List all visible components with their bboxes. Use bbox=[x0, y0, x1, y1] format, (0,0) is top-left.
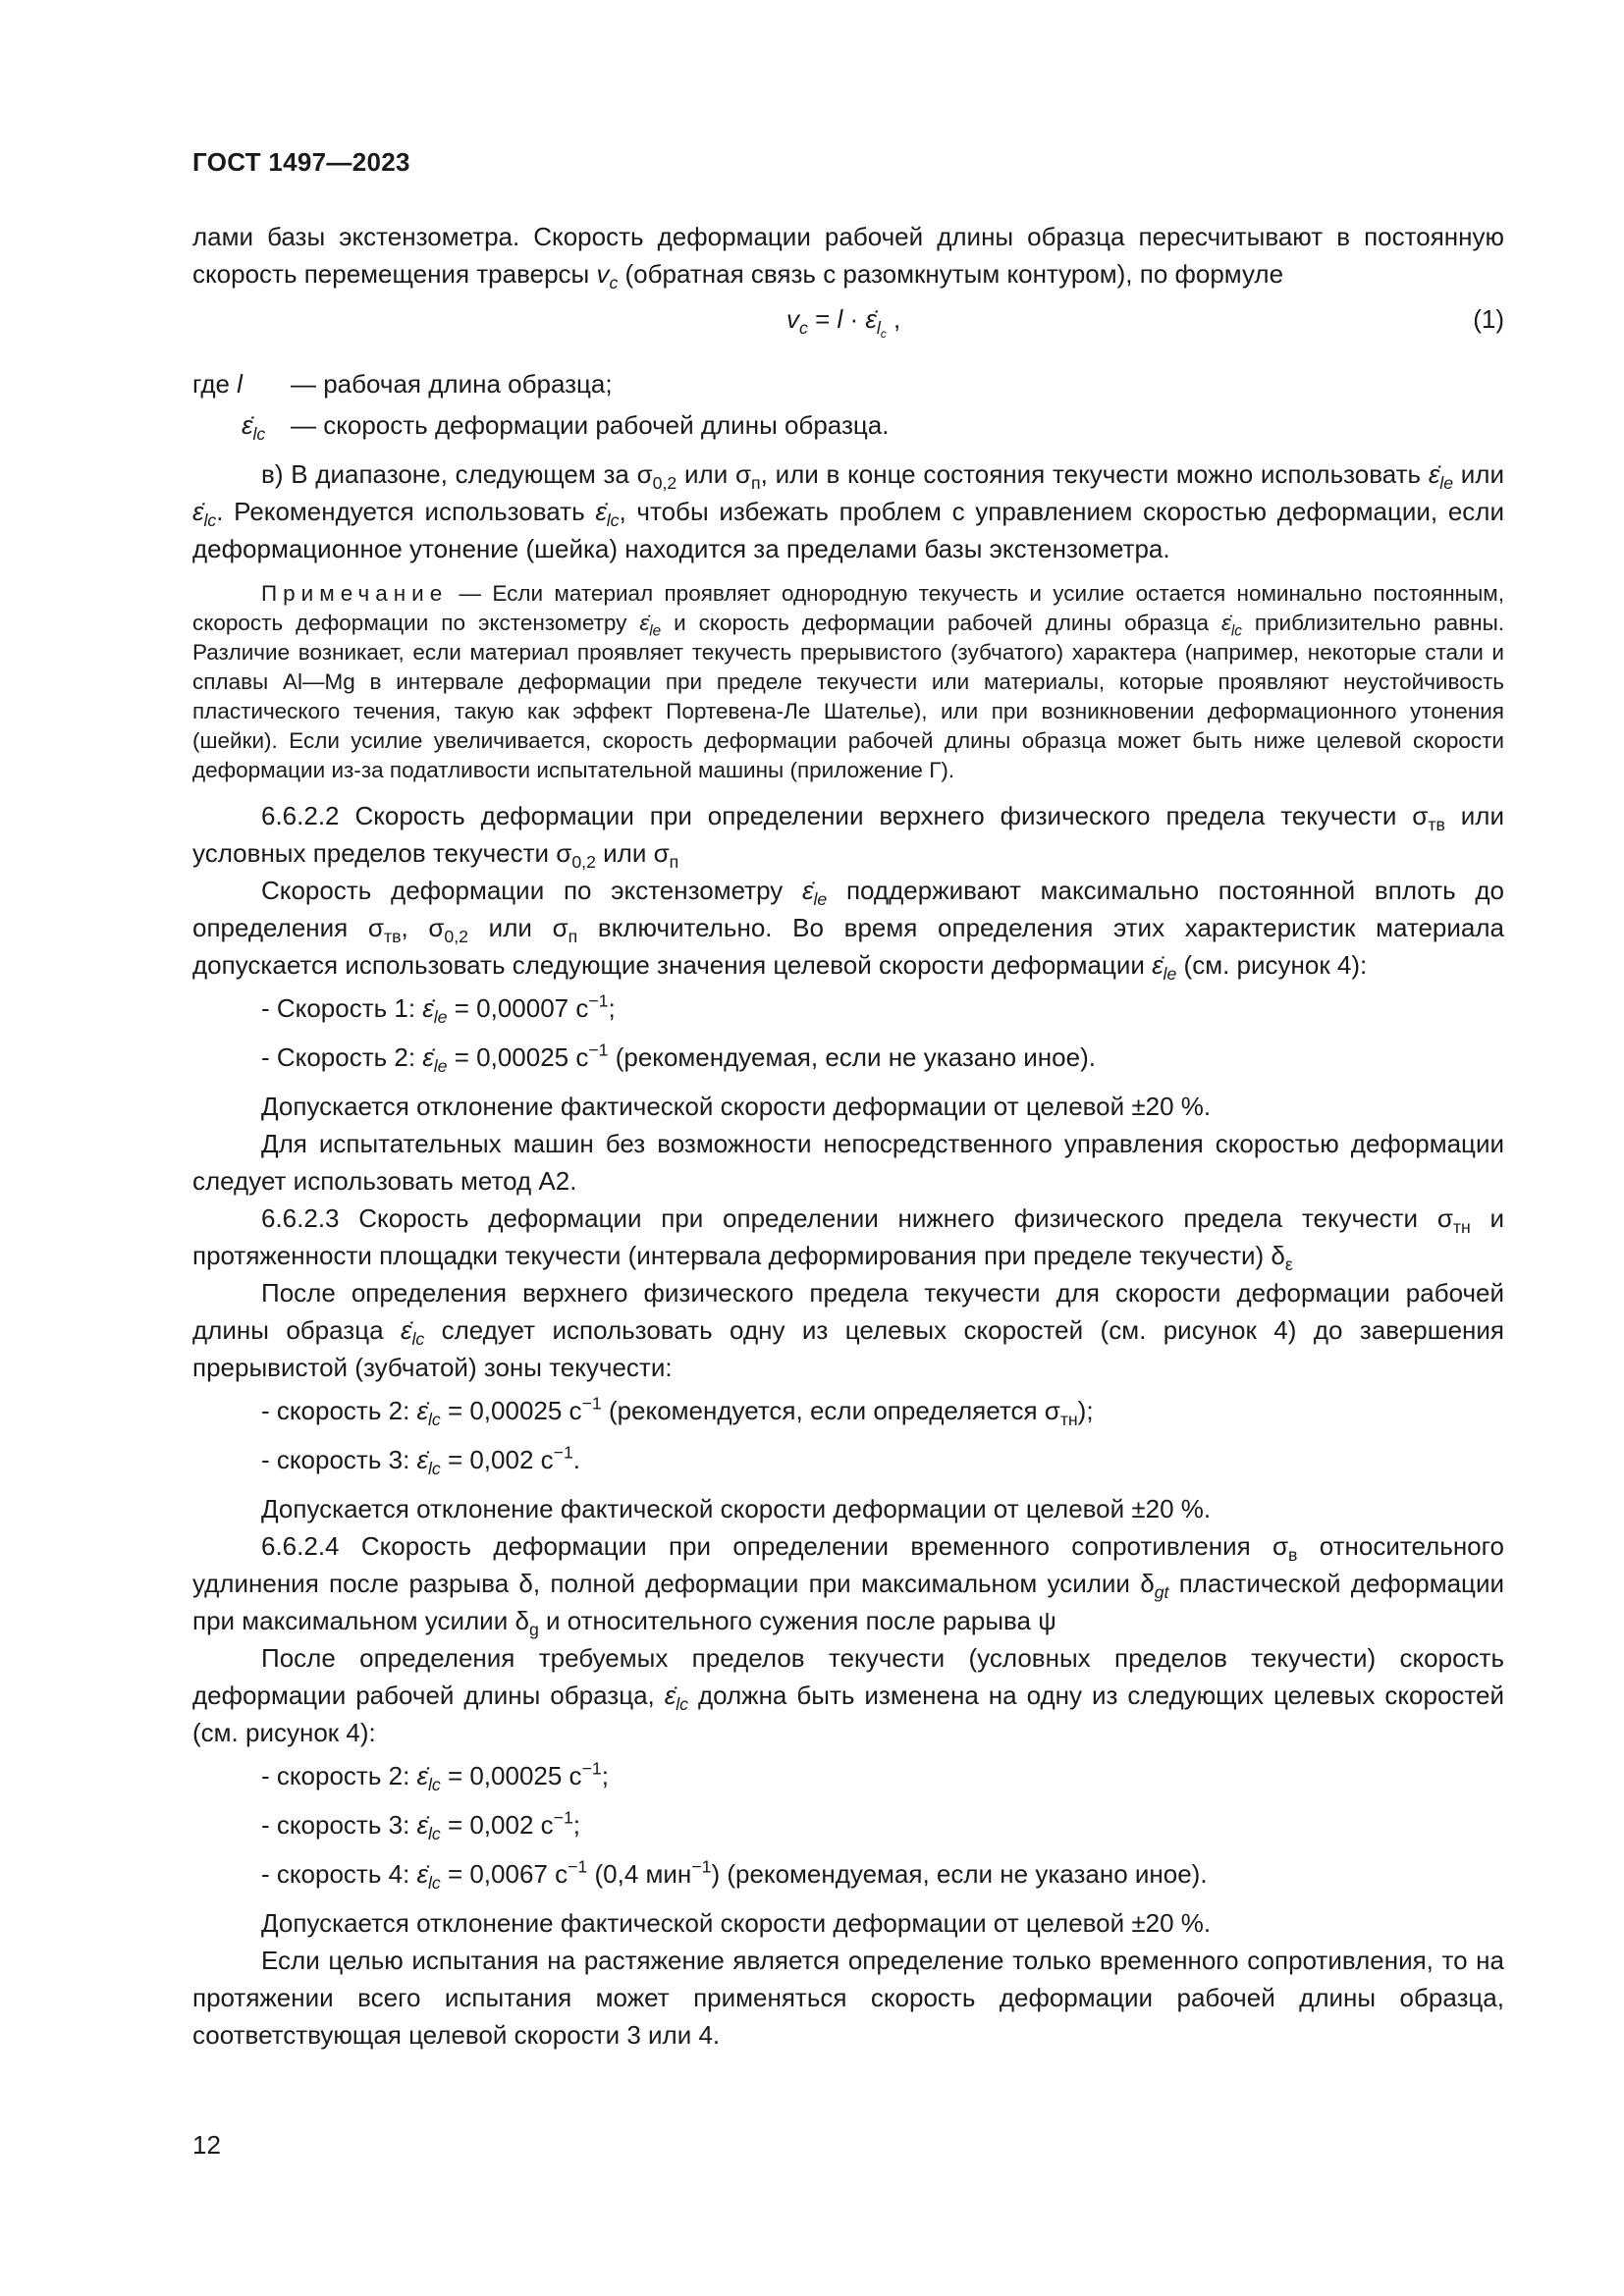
paragraph-continuation: лами базы экстензометра. Скорость деформации рабочей длины образца пересчитывают в постоянную скорость перемещения траверсы $v_c$ (обратная связь с разомкнутым контуром), по формуле bbox=[192, 222, 1504, 294]
document-header: ГОСТ 1497—2023 bbox=[192, 147, 410, 177]
list-item: - скорость 3: $\varepsiloṅ_{lc} = 0,002$ $с^{-1}$; bbox=[261, 1807, 581, 1844]
where-line-eps: $\varepsiloṅ_{lc}$ — скорость деформации рабочей длины образца. bbox=[242, 410, 890, 445]
paragraph-deviation: Допускается отклонение фактической скорости деформации от целевой ±20 %. bbox=[261, 1908, 1212, 1938]
section-6-6-2-4: 6.6.2.4 Скорость деформации при определении временного сопротивления $\sigma_в$ относительного удлинения после разрыва δ, полной деформации при максимальном усилии $\delta_{gt}$ пластической деформации при максимальном усилии $\delta_g$ и относительного сужения после рарыва ψ bbox=[192, 1531, 1505, 1640]
formula-1 bbox=[192, 293, 1504, 355]
formula-expression: $v_c = l$ · $\varepsiloṅ_{l_c}$ , bbox=[786, 304, 901, 342]
paragraph-machines: Для испытательных машин без возможности непосредственного управления скоростью деформации следует использовать метод А2. bbox=[192, 1129, 1504, 1196]
list-item: - скорость 2: $\varepsiloṅ_{lc} = 0,00025$ $с^{-1}$; bbox=[261, 1758, 609, 1795]
paragraph-deviation: Допускается отклонение фактической скорости деформации от целевой ±20 %. bbox=[261, 1092, 1212, 1121]
list-item: - Скорость 2: $\varepsiloṅ_{le} = 0,00025$ $с^{-1}$ (рекомендуемая, если не указано иное). bbox=[261, 1040, 1096, 1077]
list-item: - скорость 3: $\varepsiloṅ_{lc} = 0,002$ $с^{-1}$. bbox=[261, 1442, 581, 1479]
paragraph-final: Если целью испытания на растяжение является определение только временного сопротивления, то на протяжении всего испытания может применяться скорость деформации рабочей длины образца, соответствующая целевой скорости 3 или 4. bbox=[192, 1946, 1504, 2050]
list-item: - Скорость 1: $\varepsiloṅ_{le} = 0,00007$ $с^{-1}$; bbox=[261, 990, 616, 1028]
page-number: 12 bbox=[192, 2130, 221, 2160]
section-6-6-2-2: 6.6.2.2 Скорость деформации при определении верхнего физического предела текучести $\sigma_{тв}$ или условных пределов текучести $\sigma_{0,2}$ или $\sigma_п$ bbox=[192, 801, 1504, 873]
list-item: - скорость 4: $\varepsiloṅ_{lc} = 0,0067$ $с^{-1}$ (0,4 мин$^{-1}$) (рекомендуемая, если не указано иное). bbox=[261, 1856, 1208, 1894]
note: Примечание — Если материал проявляет однородную текучесть и усилие остается номинально постоянным, скорость деформации по экстензометру $\varepsiloṅ_{le}$ и скорость деформации рабочей длины образца $\varepsiloṅ_{lc}$ приблизительно равны. Различие возникает, если материал проявляет текучесть прерывистого (зубчатого) характера (например, некоторые стали и сплавы Al—Mg в интервале деформации при пределе текучести или материалы, которые проявляют неустойчивость пластического течения, такую как эффект Портевена-Ле Шателье), или при возникновении деформационного утонения (шейки). Если усилие увеличивается, скорость деформации рабочей длины образца может быть ниже целевой скорости деформации из-за податливости испытательной машины (приложение Г). bbox=[192, 581, 1504, 782]
paragraph-deviation: Допускается отклонение фактической скорости деформации от целевой ±20 %. bbox=[261, 1494, 1212, 1523]
section-6-6-2-3: 6.6.2.3 Скорость деформации при определении нижнего физического предела текучести $\sigma_{тн}$ и протяженности площадки текучести (интервала деформирования при пределе текучести) $\delta_\varepsilon$ bbox=[192, 1203, 1505, 1275]
paragraph-v: в) В диапазоне, следующем за $\sigma_{0,2}$ или $\sigma_п$, или в конце состояния текучести можно использовать $\varepsiloṅ_{le}$ или $\varepsiloṅ_{lc}$. Рекомендуется использовать $\varepsiloṅ_{lc}$, чтобы избежать проблем с управлением скоростью деформации, если деформационное утонение (шейка) находится за пределами базы экстензометра. bbox=[192, 459, 1504, 563]
list-item: - скорость 2: $\varepsiloṅ_{lc} = 0,00025$ $с^{-1}$ (рекомендуется, если определяется $\sigma_{тн}$); bbox=[261, 1393, 1094, 1430]
paragraph-after-yield: После определения требуемых пределов текучести (условных пределов текучести) скорость деформации рабочей длины образца, $\varepsiloṅ_{lc}$ должна быть изменена на одну из следующих целевых скоростей (см. рисунок 4): bbox=[192, 1643, 1504, 1747]
where-line-l: где l — рабочая длина образца; bbox=[192, 369, 613, 399]
paragraph-extensometer: Скорость деформации по экстензометру $\varepsiloṅ_{le}$ поддерживают максимально постоянной вплоть до определения $\sigma_{тв}$, $\sigma_{0,2}$ или $\sigma_п$ включительно. Во время определения этих характеристик материала допускается использовать следующие значения целевой скорости деформации $\varepsiloṅ_{le}$ (см. рисунок 4): bbox=[192, 876, 1505, 985]
formula-number: (1) bbox=[1473, 304, 1504, 334]
document-body bbox=[192, 218, 1504, 2054]
paragraph-after-upper: После определения верхнего физического предела текучести для скорости деформации рабочей длины образца $\varepsiloṅ_{lc}$ следует использовать одну из целевых скоростей (см. рисунок 4) до завершения прерывистой (зубчатой) зоны текучести: bbox=[192, 1278, 1504, 1382]
